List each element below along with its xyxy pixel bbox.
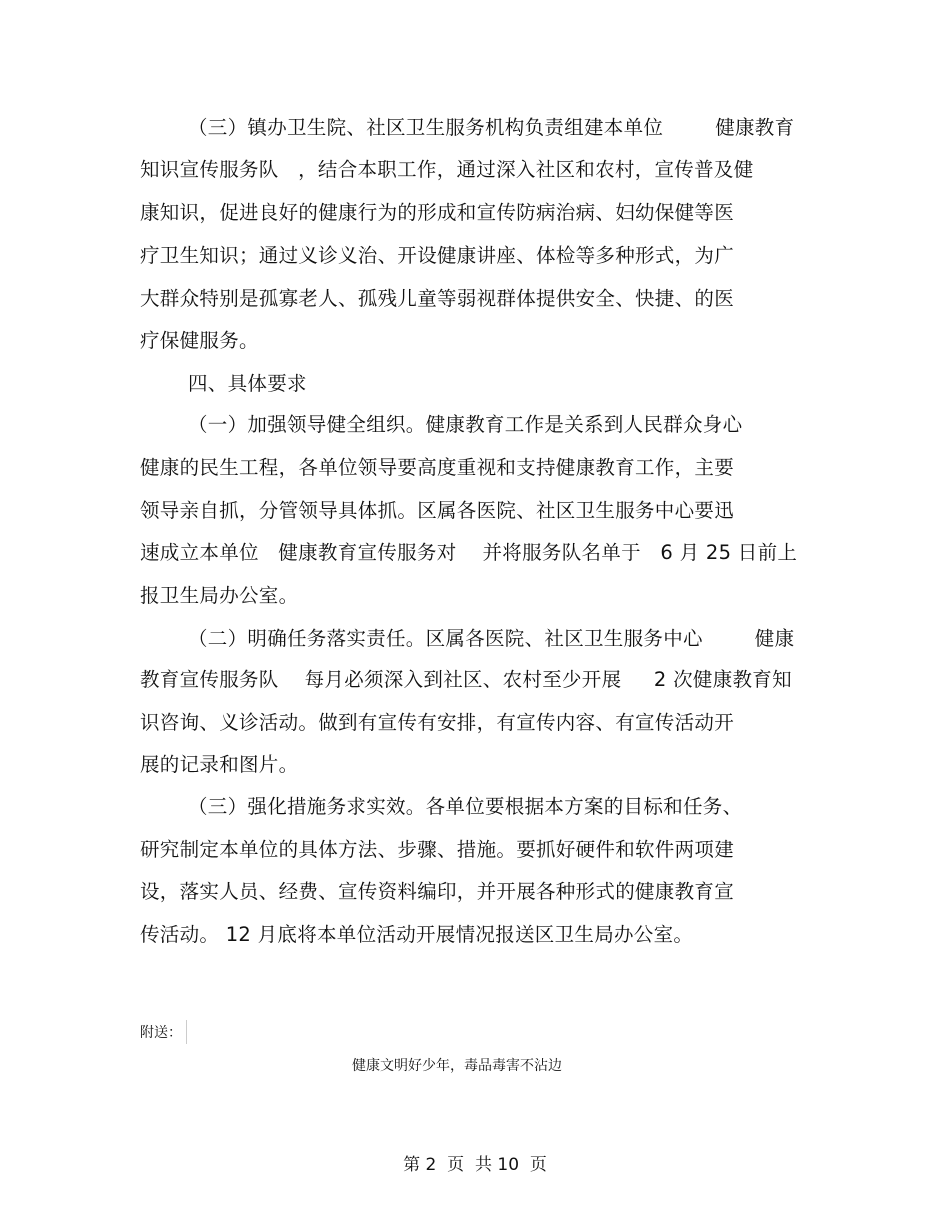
- body-line: 速成立本单位 健康教育宣传服务对 并将服务队名单于 6 月 25 日前上: [140, 541, 798, 564]
- body-line: 传活动。 12 月底将本单位活动开展情况报送区卫生局办公室。: [140, 923, 694, 946]
- body-line: 教育宣传服务队 每月必须深入到社区、农村至少开展 2 次健康教育知: [140, 668, 792, 691]
- body-line: （一）加强领导健全组织。健康教育工作是关系到人民群众身心: [188, 413, 743, 436]
- body-line: （三）强化措施务求实效。各单位要根据本方案的目标和任务、: [188, 795, 743, 818]
- body-line: 健康的民生工程，各单位领导要高度重视和支持健康教育工作，主要: [140, 456, 735, 479]
- body-line: 领导亲自抓，分管领导具体抓。区属各医院、社区卫生服务中心要迅: [140, 499, 735, 522]
- page-indicator: 第 2 页 共 10 页: [403, 1155, 547, 1175]
- annex-divider: [186, 1020, 187, 1044]
- annex-title: 健康文明好少年，毒品毒害不沾边: [352, 1058, 562, 1074]
- body-line: 设，落实人员、经费、宣传资料编印，并开展各种形式的健康教育宣: [140, 880, 735, 903]
- body-line: 研究制定本单位的具体方法、步骤、措施。要抓好硬件和软件两项建: [140, 838, 735, 861]
- body-line: 展的记录和图片。: [140, 753, 299, 776]
- section-heading: 四、具体要求: [188, 372, 307, 395]
- body-line: 疗保健服务。: [140, 329, 259, 352]
- body-line: 知识宣传服务队 ，结合本职工作，通过深入社区和农村，宣传普及健: [140, 158, 754, 181]
- body-line: （三）镇办卫生院、社区卫生服务机构负责组建本单位 健康教育: [188, 116, 795, 139]
- body-line: 康知识，促进良好的健康行为的形成和宣传防病治病、妇幼保健等医: [140, 201, 735, 224]
- body-line: 报卫生局办公室。: [140, 584, 299, 607]
- annex-label: 附送：: [140, 1025, 182, 1041]
- body-line: （二）明确任务落实责任。区属各医院、社区卫生服务中心 健康: [188, 627, 795, 650]
- body-line: 识咨询、义诊活动。做到有宣传有安排，有宣传内容、有宣传活动开: [140, 711, 735, 734]
- body-line: 大群众特别是孤寡老人、孤残儿童等弱视群体提供安全、快捷、的医: [140, 287, 735, 310]
- body-line: 疗卫生知识；通过义诊义治、开设健康讲座、体检等多种形式，为广: [140, 244, 735, 267]
